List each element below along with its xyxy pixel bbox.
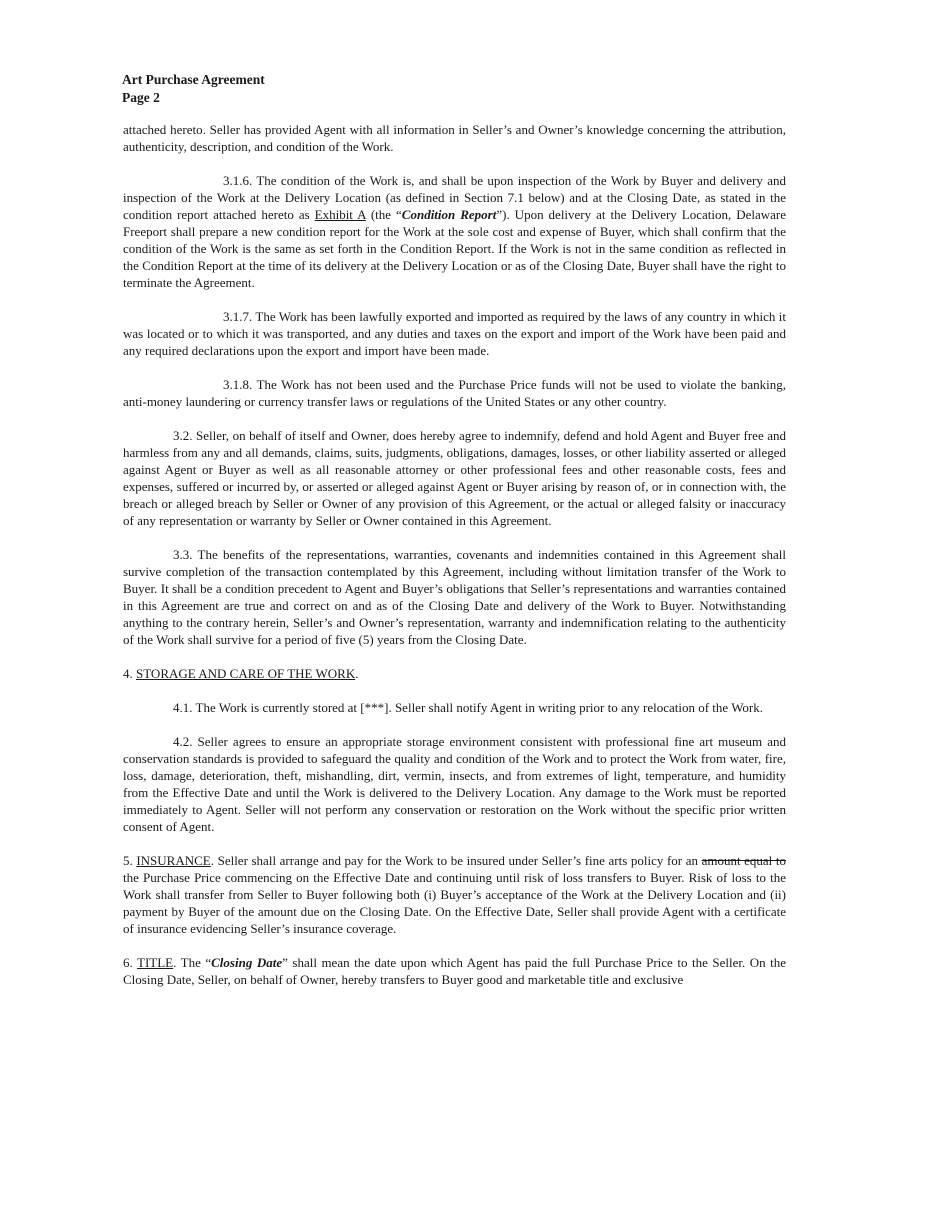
section-number: 6. — [123, 955, 138, 970]
paragraph-continuation: attached hereto. Seller has provided Agent with all information in Seller’s and Owner’s knowledge concerning the attribution, authenticity, description, and condition of the Work. — [123, 122, 786, 154]
section-title: TITLE — [137, 955, 174, 970]
text-run: . — [355, 666, 359, 681]
paragraph-4-1: 4.1. The Work is currently stored at [***]. Seller shall notify Agent in writing prior to any relocation of the Work. — [173, 700, 764, 715]
paragraph-4-2: 4.2. Seller agrees to ensure an appropriate storage environment consistent with professional fine art museum and conservation standards is provided to safeguard the quality and condition of the Work and to protect the Work from water, fire, loss, damage, deterioration, theft, mishandling, dirt, vermin, insects, and from extremes of light, temperature, and humidity from the Effective Date and until the Work is delivered to the Delivery Location. Any damage to the Work must be reported immediately to Agent. Seller will not perform any conservation or restoration on the Work without the specific prior written consent of Agent. — [123, 734, 786, 834]
page-number: Page 2 — [122, 90, 160, 105]
text-run: (the “ — [365, 207, 402, 222]
text-run: ”). Upon delivery at the Delivery Location, Delaware Freeport shall prepare a new condition report for the Work at the sole cost and expense of Buyer, which shall confirm that the condition of the Work is the same as set forth in the Condition Report. If the Work is not in the same condition as reflected in the Condition Report at the time of its delivery at the Delivery Location or as of the Closing Date, Buyer shall have the right to terminate the Agreement. — [123, 207, 787, 290]
exhibit-reference: Exhibit A — [314, 207, 366, 222]
section-number: 4. — [123, 666, 136, 681]
defined-term: Condition Report — [401, 207, 497, 222]
paragraph-3-2: 3.2. Seller, on behalf of itself and Owner, does hereby agree to indemnify, defend and hold Agent and Buyer free and harmless from any and all demands, claims, suits, judgments, obligations, damages, losses, or other liability asserted or alleged against Agent or Buyer as well as all reasonable attorney or other professional fees and other reasonable costs, fees and expenses, suffered or incurred by, or asserted or alleged against Agent or Buyer arising by reason of, or in connection with, the breach or alleged breach by Seller or Owner of any provision of this Agreement, or the actual or alleged falsity or inaccuracy of any representation or warranty by Seller or Owner contained in this Agreement. — [123, 428, 786, 528]
text-run: ” shall mean the date upon which Agent has paid the full Purchase Price to the Seller. On the Closing Date, Seller, on behalf of Owner, hereby transfers to Buyer good and marketable title and exclusive — [123, 955, 786, 987]
section-6 — [123, 954, 786, 988]
defined-term: Closing Date — [211, 955, 283, 970]
text-run: 3.1.6. The condition of the Work is, and shall be upon inspection of the Work by Buyer and delivery and inspection of the Work at the Delivery Location (as defined in Section 7.1 below) and at the Closing Date, as stated in the condition report attached hereto as — [123, 173, 786, 222]
page-header — [122, 71, 265, 107]
section-5 — [123, 852, 786, 937]
paragraph-3-3: 3.3. The benefits of the representations, warranties, covenants and indemnities contained in this Agreement shall survive completion of the transaction contemplated by this Agreement, including without limitation transfer of the Work to Buyer. It shall be a condition precedent to Agent and Buyer’s obligations that Seller’s representations and warranties contained in this Agreement are true and correct on and as of the Closing Date and delivery of the Work to Buyer. Notwithstanding anything to the contrary herein, Seller’s and Owner’s representation, warranty and indemnification relating to the authenticity of the Work shall survive for a period of five (5) years from the Closing Date. — [123, 547, 786, 647]
text-run: the Purchase Price commencing on the Effective Date and continuing until risk of loss transfers to Buyer. Risk of loss to the Work shall transfer from Seller to Buyer following both (i) Buyer’s acceptance of the Work at the Delivery Location and (ii) payment by Buyer of the amount due on the Closing Date. On the Effective Date, Seller shall provide Agent with a certificate of insurance evidencing Seller’s insurance coverage. — [123, 870, 786, 936]
document-title: Art Purchase Agreement — [122, 72, 265, 87]
paragraph-3-1-6 — [123, 172, 786, 291]
paragraph-3-1-8: 3.1.8. The Work has not been used and the Purchase Price funds will not be used to violate the banking, anti-money laundering or currency transfer laws or regulations of the United States or any other country. — [123, 377, 786, 409]
document-body — [123, 121, 786, 1005]
section-title: STORAGE AND CARE OF THE WORK — [136, 666, 356, 681]
paragraph-3-1-7: 3.1.7. The Work has been lawfully exported and imported as required by the laws of any country in which it was located or to which it was transported, and any duties and taxes on the export and import of the Work have been paid and any required declarations upon the export and import have been made. — [123, 309, 786, 358]
section-number: 5. — [123, 853, 137, 868]
struck-text: amount equal to — [701, 853, 786, 868]
section-title: INSURANCE — [136, 853, 211, 868]
section-4-heading — [123, 665, 786, 682]
text-run: . The “ — [173, 955, 212, 970]
text-run: . Seller shall arrange and pay for the Work to be insured under Seller’s fine arts policy for an — [210, 853, 702, 868]
